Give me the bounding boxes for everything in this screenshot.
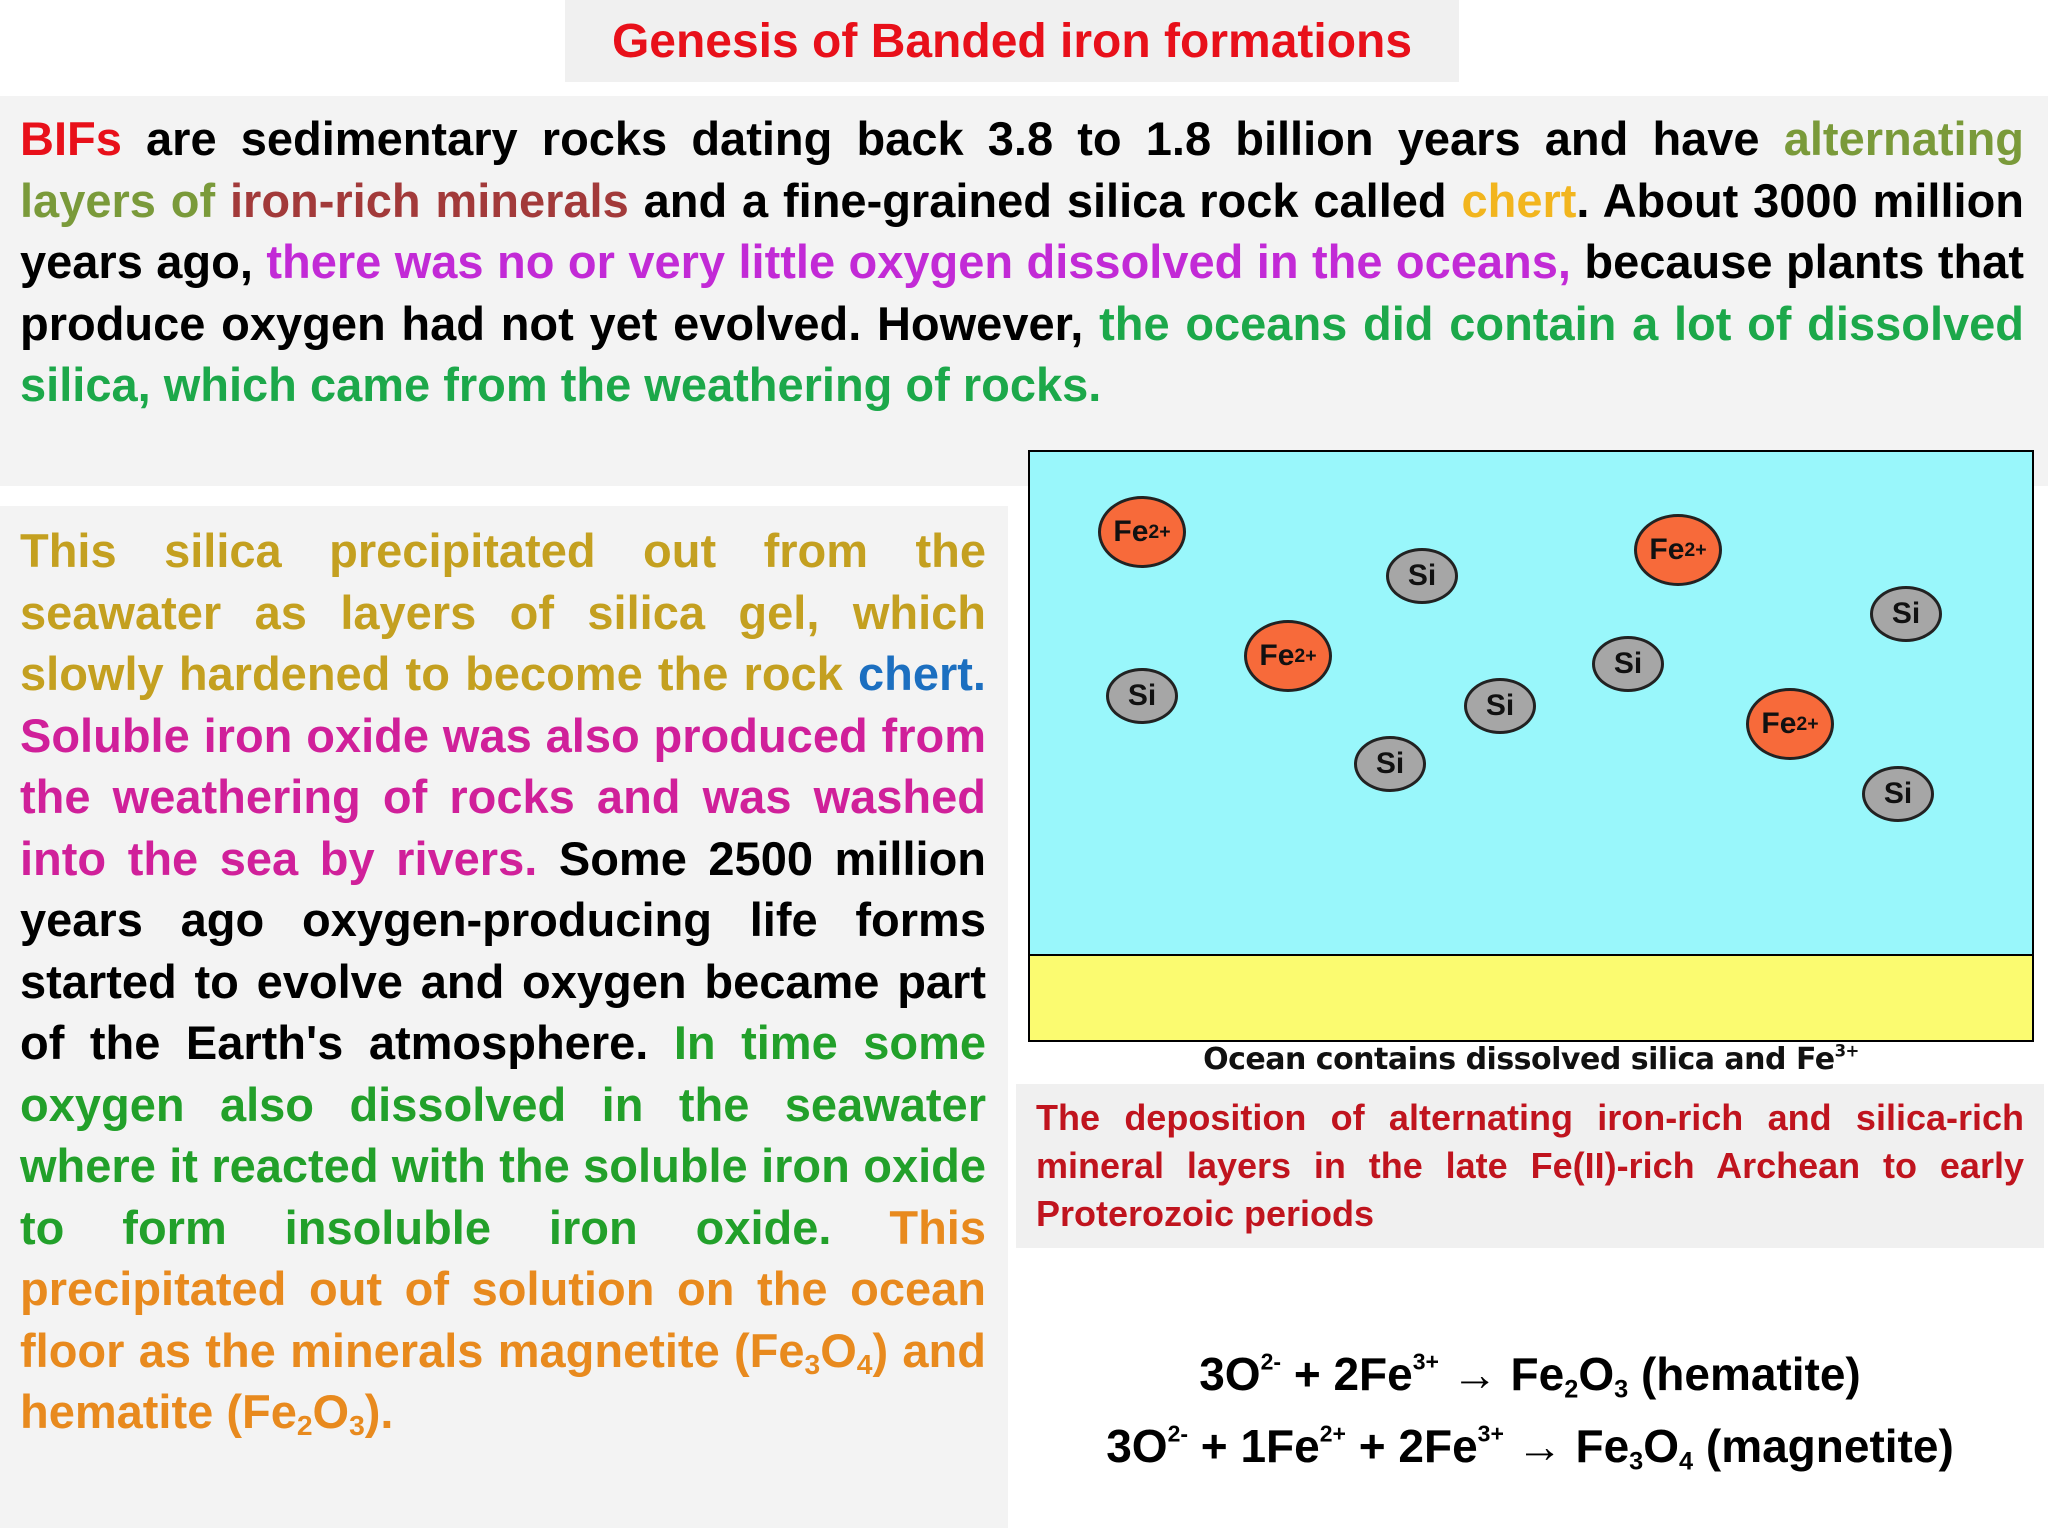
fe-ion: Fe 2+ xyxy=(1746,688,1834,760)
fe-ion: Fe 2+ xyxy=(1244,620,1332,692)
equation-hematite: $3O^{2-} + 2Fe^{3+} \to Fe_2O_3$ (hematite) xyxy=(1199,1348,1861,1404)
title-banner xyxy=(565,0,1459,82)
left-dissolved-oxygen: In time some oxygen also dissolved in the seawater where it reacted with the soluble iron oxide to form insoluble iron oxide. xyxy=(20,1016,987,1254)
si-ion: Si xyxy=(1464,678,1536,734)
equations xyxy=(1020,1338,2040,1482)
left-chert: chert. xyxy=(858,647,986,700)
intro-alternating-layers: alternating layers of xyxy=(20,112,2024,227)
left-precipitated: This precipitated out of solution on the ocean floor as the minerals magnetite $(Fe_3O_4)$ and hematite $(Fe_2O_3)$. xyxy=(20,1200,986,1442)
left-paragraph xyxy=(20,520,986,1443)
intro-no-oxygen: there was no or very little oxygen dissolved in the oceans, xyxy=(266,235,1571,288)
si-ion: Si xyxy=(1106,668,1178,724)
si-ion: Si xyxy=(1862,766,1934,822)
intro-text-3: . About 3000 million years ago, xyxy=(20,173,2024,288)
sea-floor-sediment xyxy=(1030,954,2032,1040)
left-silica-gel: This silica precipitated out from the seawater as layers of silica gel, which slowly hardened to become the rock xyxy=(20,524,986,700)
intro-iron-rich-minerals: iron-rich minerals xyxy=(229,173,629,227)
intro-text-1: are sedimentary rocks dating back 3.8 to 1.8 billion years and have xyxy=(121,112,1784,165)
left-oxygen-life: Some 2500 million years ago oxygen-producing life forms started to evolve and oxygen became part of the Earth's atmosphere. xyxy=(20,831,986,1069)
left-soluble-iron: Soluble iron oxide was also produced from the weathering of rocks and was washed into the sea by rivers. xyxy=(20,708,986,885)
intro-chert: chert xyxy=(1461,173,1577,227)
si-ion: Si xyxy=(1592,636,1664,692)
fe-ion: Fe 2+ xyxy=(1634,514,1722,586)
diagram-caption: Ocean contains dissolved silica and $Fe^{3+}$ xyxy=(1203,1041,1859,1077)
fe-ion: Fe 2+ xyxy=(1098,496,1186,568)
page-title: Genesis of Banded iron formations xyxy=(611,14,1413,68)
si-ion: Si xyxy=(1870,586,1942,642)
equation-magnetite: $3O^{2-} + 1Fe^{2+} + 2Fe^{3+} \to Fe_3O_4$ (magnetite) xyxy=(1106,1420,1954,1476)
intro-text-4: because plants that produce oxygen had not yet evolved. However, xyxy=(20,235,2024,350)
si-ion: Si xyxy=(1354,736,1426,792)
deposition-caption: The deposition of alternating iron-rich and silica-rich mineral layers in the late Fe(II)-rich Archean to early Proterozoic periods xyxy=(1036,1097,2024,1234)
si-ion: Si xyxy=(1386,548,1458,604)
intro-paragraph xyxy=(20,108,2024,416)
ocean-diagram xyxy=(1028,450,2034,1042)
intro-text-2: and a fine-grained silica rock called xyxy=(628,173,1462,227)
intro-bifs: BIFs xyxy=(20,112,122,165)
intro-dissolved-silica: the oceans did contain a lot of dissolved silica, which came from the weathering of rocks. xyxy=(20,296,2024,411)
